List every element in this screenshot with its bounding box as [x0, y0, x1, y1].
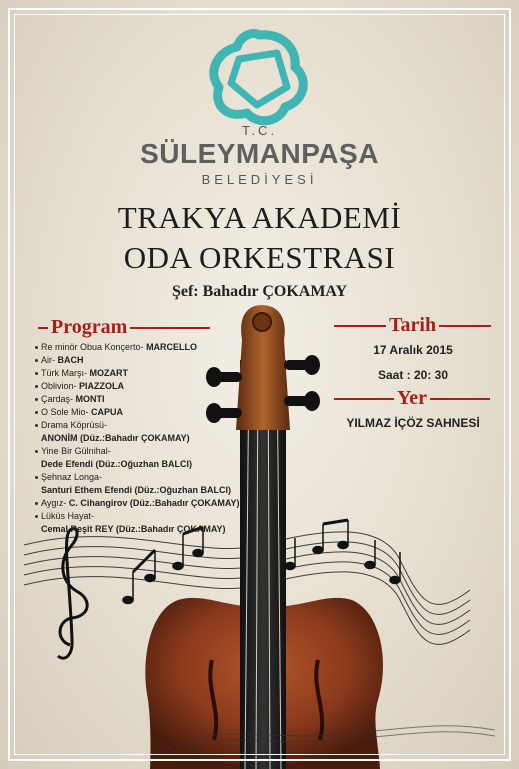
venue-heading-text: Yer: [397, 387, 427, 409]
program-item: Çardaş- MONTI: [38, 393, 268, 406]
date-heading-text: Tarih: [389, 314, 437, 336]
program-heading: [38, 316, 210, 339]
logo-tc-text: T.C.: [241, 123, 278, 138]
program-item: Yine Bir Gülnihal- Dede Efendi (Düz.:Oğuzhan BALCI): [38, 445, 268, 471]
venue-heading: [334, 387, 490, 410]
program-item: Oblivion- PIAZZOLA: [38, 380, 268, 393]
title-line-1: TRAKYA AKADEMİ: [117, 200, 402, 235]
program-item: Lüküs Hayat- Cemal Reşit REY (Düz.:Bahadır ÇOKAMAY): [38, 510, 268, 536]
program-item: Türk Marşı- MOZART: [38, 367, 268, 380]
logo-name-text: SÜLEYMANPAŞA: [140, 138, 379, 169]
program-item: Aygız- C. Cihangirov (Düz.:Bahadır ÇOKAMAY): [38, 497, 268, 510]
program-item: O Sole Mio- CAPUA: [38, 406, 268, 419]
time-value: Saat : 20: 30: [377, 368, 449, 382]
venue-value: YILMAZ İÇÖZ SAHNESİ: [346, 416, 480, 430]
program-item: Air- BACH: [38, 354, 268, 367]
date-value: 17 Aralık 2015: [373, 343, 453, 357]
program-heading-text: Program: [51, 316, 128, 338]
program-item: Şehnaz Longa- Santuri Ethem Efendi (Düz.:Oğuzhan BALCI): [38, 471, 268, 497]
conductor-text: Şef: Bahadır ÇOKAMAY: [171, 283, 348, 300]
program-item: Drama Köprüsü- ANONİM (Düz.:Bahadır ÇOKAMAY): [38, 419, 268, 445]
title-line-2: ODA ORKESTRASI: [123, 240, 396, 275]
logo-subtitle-text: BELEDİYESİ: [201, 172, 318, 187]
suleymanpasa-logo-icon: [0, 0, 519, 130]
date-heading: [334, 314, 491, 337]
program-list: [38, 341, 268, 536]
program-item: Re minör Obua Konçerto- MARCELLO: [38, 341, 268, 354]
